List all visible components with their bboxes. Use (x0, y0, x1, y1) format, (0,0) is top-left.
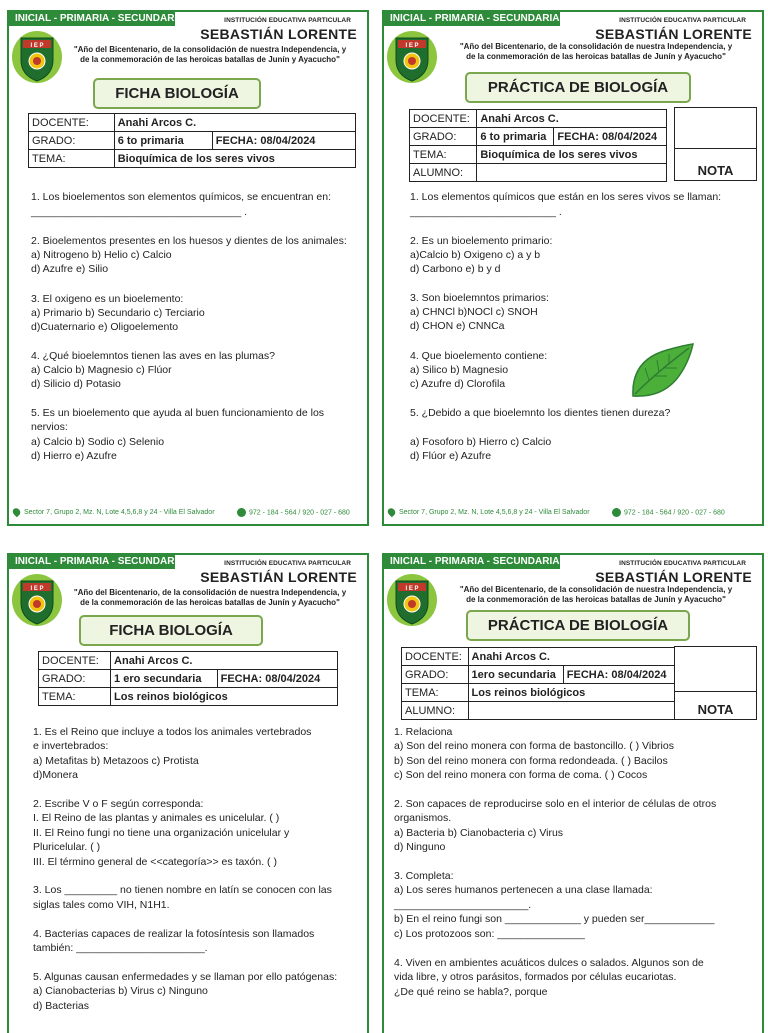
grade-box-divider (675, 691, 756, 692)
question-line: 5. Algunas causan enfermedades y se llaman por ello patógenas: (33, 971, 338, 983)
levels-banner: INICIAL - PRIMARIA - SECUNDARIA (9, 12, 175, 26)
question-line: d) Hierro e) Azufre (31, 450, 117, 462)
levels-banner: INICIAL - PRIMARIA - SECUNDARIA (384, 12, 560, 26)
motto-line-1: "Año del Bicentenario, de la consolidación de nuestra Independencia, y (459, 42, 733, 51)
question-line: II. El Reino fungi no tiene una organización unicelular y (33, 827, 290, 839)
school-shield-logo (386, 573, 438, 627)
institution-caption: INSTITUCIÓN EDUCATIVA PARTICULAR (619, 560, 746, 567)
worksheet-practica-6-primaria (382, 10, 764, 526)
question-line: a) Bacteria b) Cianobacteria c) Virus (394, 827, 564, 839)
worksheet-title: PRÁCTICA DE BIOLOGÍA (465, 72, 691, 103)
question-line: 1. Los bioelementos son elementos químicos, se encuentran en: (31, 191, 332, 203)
question-line: 1. Los elementos químicos que están en los seres vivos se llaman: (410, 191, 722, 203)
fecha-value: FECHA: 08/04/2024 (563, 666, 674, 684)
question-line: a) Fosoforo b) Hierro c) Calcio (410, 436, 552, 448)
question-line: a) Primario b) Secundario c) Terciario (31, 307, 205, 319)
motto-line-1: "Año del Bicentenario, de la consolidación de nuestra Independencia, y (459, 585, 733, 594)
question-line: Pluricelular. ( ) (33, 841, 101, 853)
institution-name: SEBASTIÁN LORENTE (200, 26, 357, 42)
motto-line-1: "Año del Bicentenario, de la consolidación de nuestra Independencia, y (73, 45, 347, 54)
grado-value: 1ero secundaria (468, 666, 563, 684)
label-tema: TEMA: (29, 150, 115, 168)
grade-box[interactable] (674, 107, 757, 181)
motto-line-2: de la conmemoración de las heroicas batallas de Junín y Ayacucho" (80, 55, 340, 64)
question-line: 3. Los _________ no tienen nombre en latín se conocen con las (33, 884, 332, 896)
question-line: 4. Viven en ambientes acuáticos dulces o salados. Algunos son de (394, 957, 704, 969)
question-line: 4. Bacterias capaces de realizar la fotosíntesis son llamados (33, 928, 315, 940)
question-line: _________________________ . (410, 206, 562, 218)
institution-name: SEBASTIÁN LORENTE (595, 26, 752, 42)
question-line: a) Silico b) Magnesio (410, 364, 509, 376)
worksheet-title: FICHA BIOLOGÍA (79, 615, 263, 646)
question-line: ____________________________________ . (31, 206, 248, 218)
question-line: ¿De qué reino se habla?, porque (394, 986, 548, 998)
tema-value: Bioquímica de los seres vivos (114, 150, 355, 168)
question-line: _______________________. (394, 899, 532, 911)
question-line: 5. Es un bioelemento que ayuda al buen funcionamiento de los (31, 407, 325, 419)
phone-text: 972 - 184 - 564 / 920 - 027 - 680 (624, 509, 725, 517)
question-line: a) Metafitas b) Metazoos c) Protista (33, 755, 199, 767)
nota-label: NOTA (697, 702, 734, 717)
question-line: e invertebrados: (33, 740, 109, 752)
docente-value: Anahi Arcos C. (468, 648, 674, 666)
question-line: a) Los seres humanos pertenecen a una clase llamada: (394, 884, 653, 896)
label-grado: GRADO: (29, 132, 115, 150)
tema-value: Bioquímica de los seres vivos (477, 146, 667, 164)
leaf-icon (627, 342, 697, 402)
label-grado: GRADO: (402, 666, 469, 684)
fecha-value: FECHA: 08/04/2024 (217, 670, 337, 688)
tema-value: Los reinos biológicos (468, 684, 674, 702)
question-line: d) Bacterias (33, 1000, 90, 1012)
docente-value: Anahi Arcos C. (477, 110, 667, 128)
levels-banner: INICIAL - PRIMARIA - SECUNDARIA (9, 555, 175, 569)
question-line: nervios: (31, 421, 68, 433)
header-info-table (409, 109, 667, 182)
question-line: d) CHON e) CNNCa (410, 320, 505, 332)
header-info-table (401, 647, 675, 720)
question-line: 5. ¿Debido a que bioelemnto los dientes tienen dureza? (410, 407, 671, 419)
grado-value: 1 ero secundaria (111, 670, 218, 688)
label-tema: TEMA: (39, 688, 111, 706)
question-line: d) Carbono e) b y d (410, 263, 501, 275)
question-line: siglas tales como VIH, N1H1. (33, 899, 170, 911)
motto-line-2: de la conmemoración de las heroicas batallas de Junín y Ayacucho" (466, 52, 726, 61)
question-line: 1. Es el Reino que incluye a todos los animales vertebrados (33, 726, 312, 738)
question-line: 4. ¿Qué bioelemntos tienen las aves en las plumas? (31, 350, 275, 362)
label-alumno: ALUMNO: (402, 702, 469, 720)
levels-banner: INICIAL - PRIMARIA - SECUNDARIA (384, 555, 560, 569)
school-shield-logo (11, 30, 63, 84)
motto (65, 45, 355, 65)
question-line: 1. Relaciona (394, 726, 453, 738)
address-text: Sector 7, Grupo 2, Mz. N, Lote 4,5,6,8 y 24 - Villa El Salvador (24, 508, 215, 516)
institution-name: SEBASTIÁN LORENTE (200, 569, 357, 585)
motto-line-1: "Año del Bicentenario, de la consolidación de nuestra Independencia, y (73, 588, 347, 597)
question-line: c) Son del reino monera con forma de coma. ( ) Cocos (394, 769, 648, 781)
motto-line-2: de la conmemoración de las heroicas batallas de Junín y Ayacucho" (466, 595, 726, 604)
question-line: d) Ninguno (394, 841, 446, 853)
docente-value: Anahi Arcos C. (111, 652, 338, 670)
header-info-table (28, 113, 356, 168)
phone-text: 972 - 184 - 564 / 920 - 027 - 680 (249, 509, 350, 517)
footer (388, 508, 725, 517)
question-line: a) Nitrogeno b) Helio c) Calcio (31, 249, 172, 261)
question-line: también: ______________________. (33, 942, 208, 954)
grado-value: 6 to primaria (477, 128, 554, 146)
worksheet-title: FICHA BIOLOGÍA (93, 78, 261, 109)
label-alumno: ALUMNO: (410, 164, 477, 182)
question-line: III. El término general de <<categoría>> es taxón. ( ) (33, 856, 277, 868)
location-pin-icon (11, 507, 22, 518)
label-grado: GRADO: (410, 128, 477, 146)
alumno-field[interactable] (468, 702, 674, 720)
question-line: vida libre, y otros parásitos, formados por células eucariotas. (394, 971, 677, 983)
whatsapp-icon (237, 508, 246, 517)
question-line: d)Cuaternario e) Oligoelemento (31, 321, 179, 333)
question-line: 2. Son capaces de reproducirse solo en el interior de células de otros (394, 798, 717, 810)
header-info-table (38, 651, 338, 706)
question-line: 3. El oxigeno es un bioelemento: (31, 293, 184, 305)
question-line: 2. Es un bioelemento primario: (410, 235, 553, 247)
question-line: a) Son del reino monera con forma de bastoncillo. ( ) Vibrios (394, 740, 674, 752)
motto (446, 42, 746, 62)
question-line: 3. Son bioelemntos primarios: (410, 292, 549, 304)
institution-caption: INSTITUCIÓN EDUCATIVA PARTICULAR (619, 17, 746, 24)
label-grado: GRADO: (39, 670, 111, 688)
question-line: b) En el reino fungi son _____________ y pueden ser____________ (394, 913, 715, 925)
worksheet-practica-1-secundaria (382, 553, 764, 1033)
label-docente: DOCENTE: (410, 110, 477, 128)
question-line: a)Calcio b) Oxigeno c) a y b (410, 249, 541, 261)
question-line: d)Monera (33, 769, 78, 781)
question-line: 3. Completa: (394, 870, 454, 882)
school-shield-logo (386, 30, 438, 84)
svg-text:I E P: I E P (30, 43, 44, 49)
worksheet-ficha-6-primaria (7, 10, 369, 526)
label-tema: TEMA: (410, 146, 477, 164)
question-line: d) Silicio d) Potasio (31, 378, 121, 390)
question-line: d) Flúor e) Azufre (410, 450, 492, 462)
motto-line-2: de la conmemoración de las heroicas batallas de Junín y Ayacucho" (80, 598, 340, 607)
grade-box-divider (675, 148, 756, 149)
question-line: a) Calcio b) Magnesio c) Flúor (31, 364, 172, 376)
question-line: c) Azufre d) Clorofila (410, 378, 506, 390)
motto (446, 585, 746, 605)
tema-value: Los reinos biológicos (111, 688, 338, 706)
question-line: a) Calcio b) Sodio c) Selenio (31, 436, 165, 448)
svg-text:I E P: I E P (30, 586, 44, 592)
label-docente: DOCENTE: (29, 114, 115, 132)
institution-caption: INSTITUCIÓN EDUCATIVA PARTICULAR (224, 17, 351, 24)
alumno-field[interactable] (477, 164, 667, 182)
question-line: 4. Que bioelemento contiene: (410, 350, 548, 362)
whatsapp-icon (612, 508, 621, 517)
grade-box[interactable] (674, 646, 757, 720)
motto (65, 588, 355, 608)
question-line: organismos. (394, 812, 452, 824)
svg-text:I E P: I E P (405, 586, 419, 592)
question-line: I. El Reino de las plantas y animales es unicelular. ( ) (33, 812, 280, 824)
question-line: c) Los protozoos son: _______________ (394, 928, 585, 940)
footer (13, 508, 350, 517)
label-tema: TEMA: (402, 684, 469, 702)
nota-label: NOTA (697, 163, 734, 178)
label-docente: DOCENTE: (39, 652, 111, 670)
school-shield-logo (11, 573, 63, 627)
question-line: 2. Escribe V o F según corresponda: (33, 798, 204, 810)
institution-caption: INSTITUCIÓN EDUCATIVA PARTICULAR (224, 560, 351, 567)
label-docente: DOCENTE: (402, 648, 469, 666)
question-line: 2. Bioelementos presentes en los huesos y dientes de los animales: (31, 235, 347, 247)
svg-text:I E P: I E P (405, 43, 419, 49)
worksheet-title: PRÁCTICA DE BIOLOGÍA (466, 610, 690, 641)
question-line: a) Cianobacterias b) Virus c) Ninguno (33, 985, 208, 997)
grado-value: 6 to primaria (114, 132, 212, 150)
fecha-value: FECHA: 08/04/2024 (212, 132, 355, 150)
question-line: a) CHNCl b)NOCl c) SNOH (410, 306, 538, 318)
question-line: b) Son del reino monera con forma redondeada. ( ) Bacilos (394, 755, 668, 767)
question-line: d) Azufre e) Silio (31, 263, 109, 275)
location-pin-icon (386, 507, 397, 518)
fecha-value: FECHA: 08/04/2024 (554, 128, 667, 146)
address-text: Sector 7, Grupo 2, Mz. N, Lote 4,5,6,8 y 24 - Villa El Salvador (399, 508, 590, 516)
docente-value: Anahi Arcos C. (114, 114, 355, 132)
worksheet-ficha-1-secundaria (7, 553, 369, 1033)
institution-name: SEBASTIÁN LORENTE (595, 569, 752, 585)
